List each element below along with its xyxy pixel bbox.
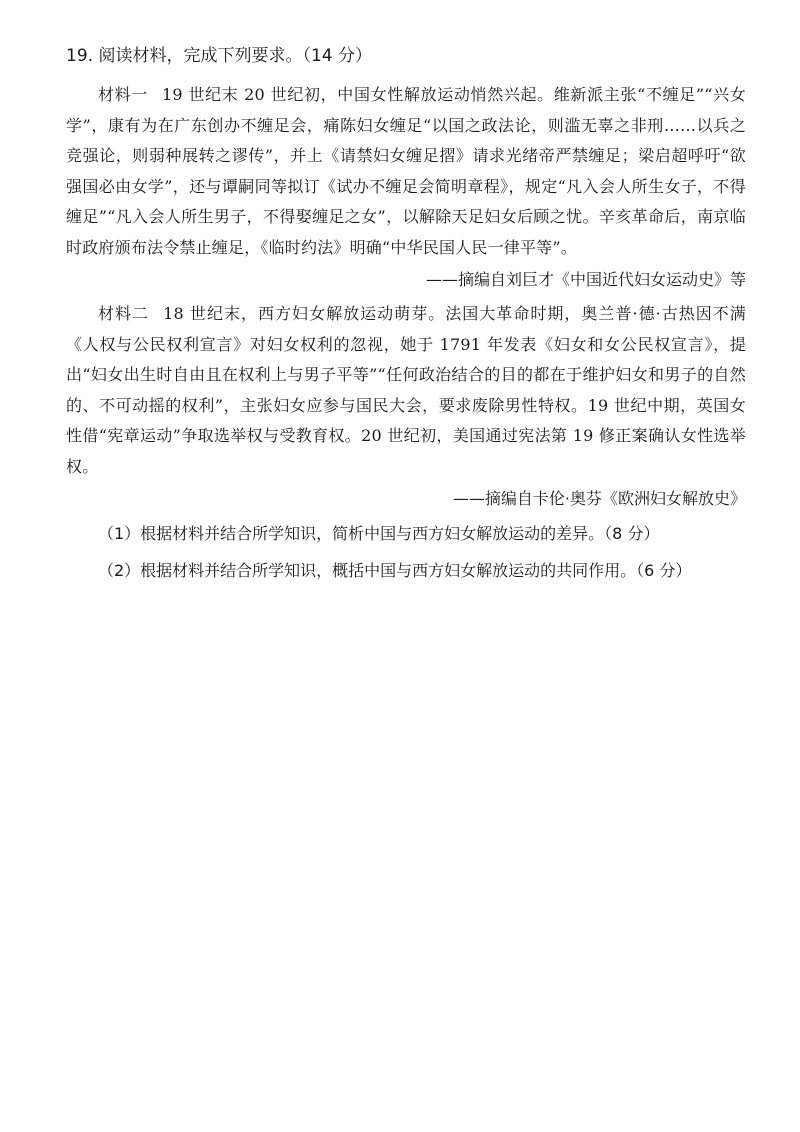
material-two-source: ——摘编自卡伦·奥芬《欧洲妇女解放史》 — [452, 489, 746, 508]
material-one-text: 19 世纪末 20 世纪初，中国女性解放运动悄然兴起。维新派主张“不缠足”“兴女学”，康有为在广东创办不缠足会，痛陈妇女缠足“以国之政法论，则滥无辜之非刑……以兵之竞强论，则弱种展转之谬传”，并上《请禁妇女缠足摺》请求光绪帝严禁缠足；梁启超呼吁“欲强国必由女学”，还与谭嗣同等拟订《试办不缠足会简明章程》，规定“凡入会人所生女子，不得缠足”“凡入会人所生男子，不得娶缠足之女”，以解除天足妇女后顾之忧。辛亥革命后，南京临时政府颁布法令禁止缠足，《临时约法》明确“中华民国人民一律平等”。 — [66, 85, 746, 257]
question-block — [66, 42, 746, 585]
material-one-label: 材料一 — [98, 85, 148, 104]
question-title: 19. 阅读材料，完成下列要求。（14 分） — [66, 46, 372, 66]
material-one-paragraph — [66, 80, 746, 263]
material-one-source: ——摘编自刘巨才《中国近代妇女运动史》等 — [425, 270, 746, 289]
sub-question-2: （2）根据材料并结合所学知识，概括中国与西方妇女解放运动的共同作用。（6 分） — [98, 561, 692, 580]
material-two-label: 材料二 — [98, 304, 150, 323]
material-two-text: 18 世纪末，西方妇女解放运动萌芽。法国大革命时期，奥兰普·德·古热因不满《人权与公民权利宣言》对妇女权利的忽视，她于 1791 年发表《妇女和女公民权宣言》，提出“妇女出生时自由且在权利上与男子平等”“任何政治结合的目的都在于维护妇女和男子的自然的、不可动摇的权利”，主张妇女应参与国民大会，要求废除男性特权。19 世纪中期，英国女性借“宪章运动”争取选举权与受教育权。20 世纪初，美国通过宪法第 19 修正案确认女性选举权。 — [66, 304, 746, 476]
material-two-paragraph — [66, 299, 746, 482]
sub-question-1: （1）根据材料并结合所学知识，简析中国与西方妇女解放运动的差异。（8 分） — [98, 524, 660, 543]
